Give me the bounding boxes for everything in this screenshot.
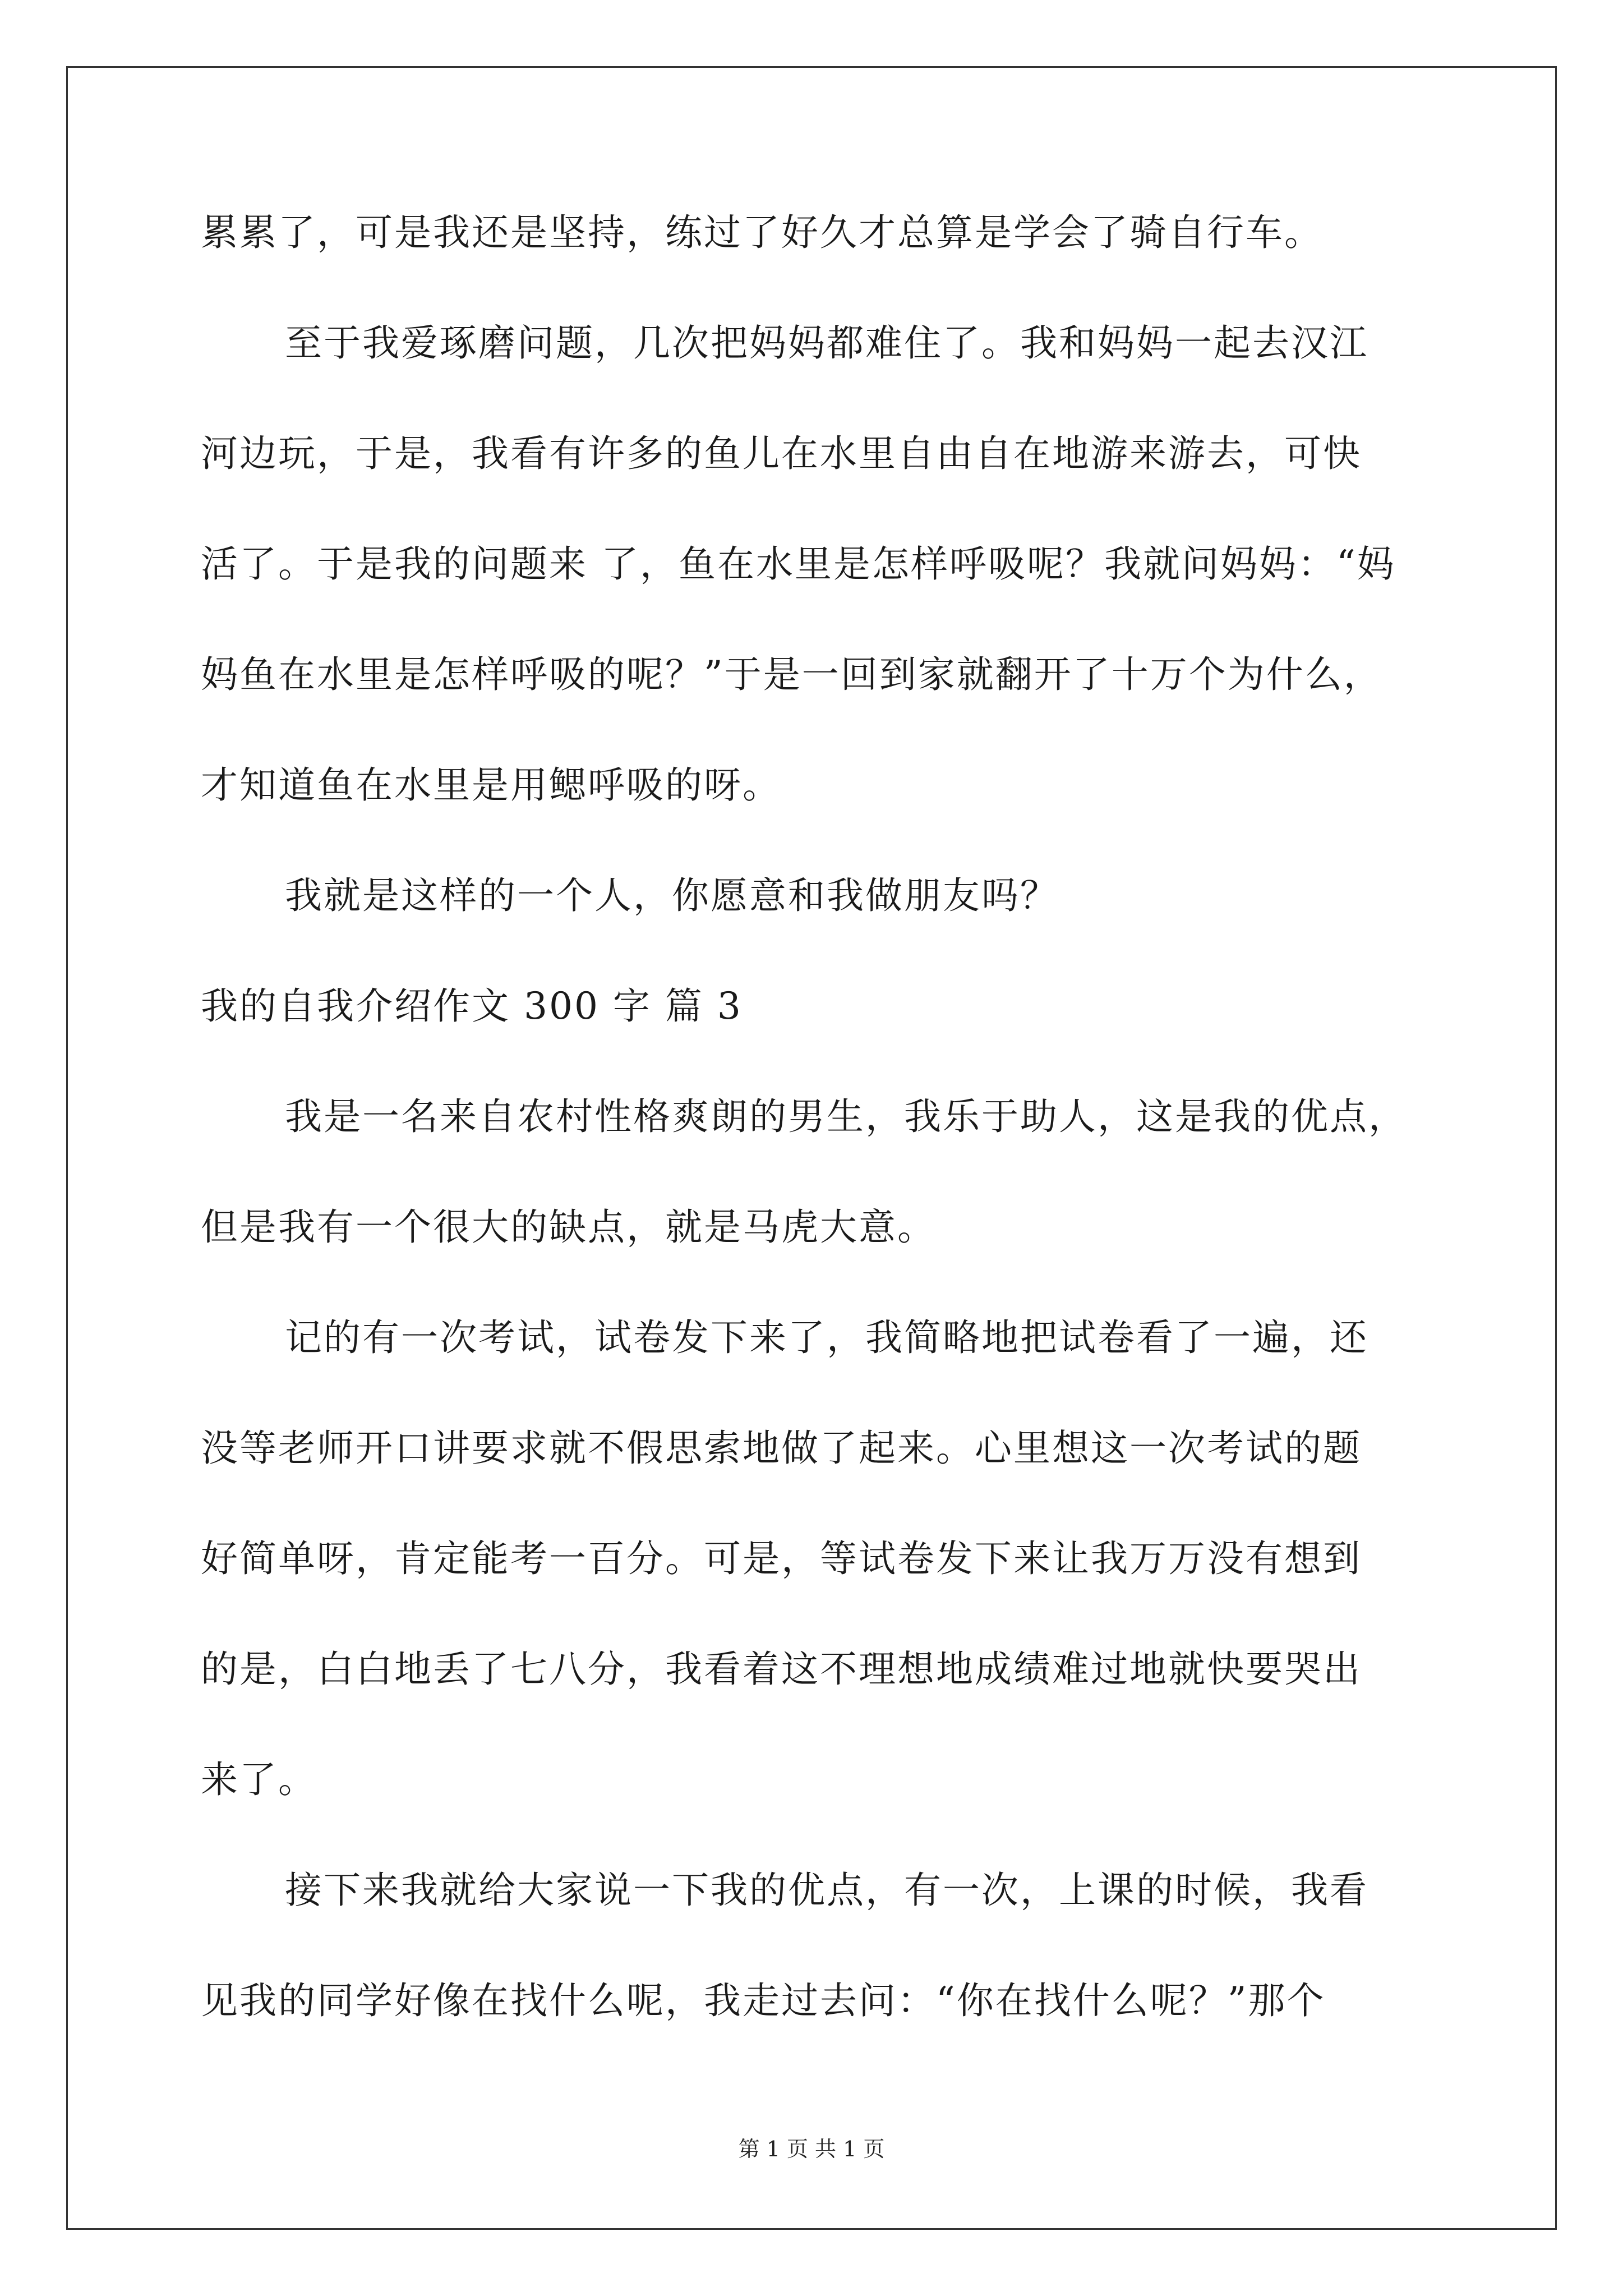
text-line: 没等老师开口讲要求就不假思索地做了起来。心里想这一次考试的题 (201, 1427, 1362, 1470)
text-line: 的是，白白地丢了七八分，我看着这不理想地成绩难过地就快要哭出 (201, 1648, 1362, 1691)
paragraph-start: 我就是这样的一个人，你愿意和我做朋友吗？ (285, 874, 1059, 917)
paragraph-start: 记的有一次考试，试卷发下来了，我简略地把试卷看了一遍，还 (285, 1316, 1368, 1359)
paragraph-start: 接下来我就给大家说一下我的优点，有一次，上课的时候，我看 (285, 1869, 1368, 1912)
page-footer: 第 1 页 共 1 页 (738, 2137, 885, 2161)
text-line: 妈鱼在水里是怎样呼吸的呢？”于是一回到家就翻开了十万个为什么， (201, 653, 1382, 696)
paragraph-start: 我是一名来自农村性格爽朗的男生，我乐于助人，这是我的优点， (285, 1095, 1407, 1138)
section-heading: 我的自我介绍作文 300 字 篇 3 (201, 984, 743, 1028)
text-line: 活了。于是我的问题来 了，鱼在水里是怎样呼吸呢？我就问妈妈：“妈 (201, 542, 1396, 586)
text-line: 累累了，可是我还是坚持，练过了好久才总算是学会了骑自行车。 (201, 211, 1323, 254)
paragraph-start: 至于我爱琢磨问题，几次把妈妈都难住了。我和妈妈一起去汉江 (285, 321, 1368, 365)
text-line: 好简单呀，肯定能考一百分。可是，等试卷发下来让我万万没有想到 (201, 1537, 1362, 1580)
text-line: 但是我有一个很大的缺点，就是马虎大意。 (201, 1205, 936, 1249)
text-line: 来了。 (201, 1758, 317, 1801)
text-line: 才知道鱼在水里是用鳃呼吸的呀。 (201, 763, 781, 807)
text-line: 见我的同学好像在找什么呢，我走过去问：“你在找什么呢？”那个 (201, 1979, 1326, 2022)
text-line: 河边玩，于是，我看有许多的鱼儿在水里自由自在地游来游去，可快 (201, 432, 1362, 475)
